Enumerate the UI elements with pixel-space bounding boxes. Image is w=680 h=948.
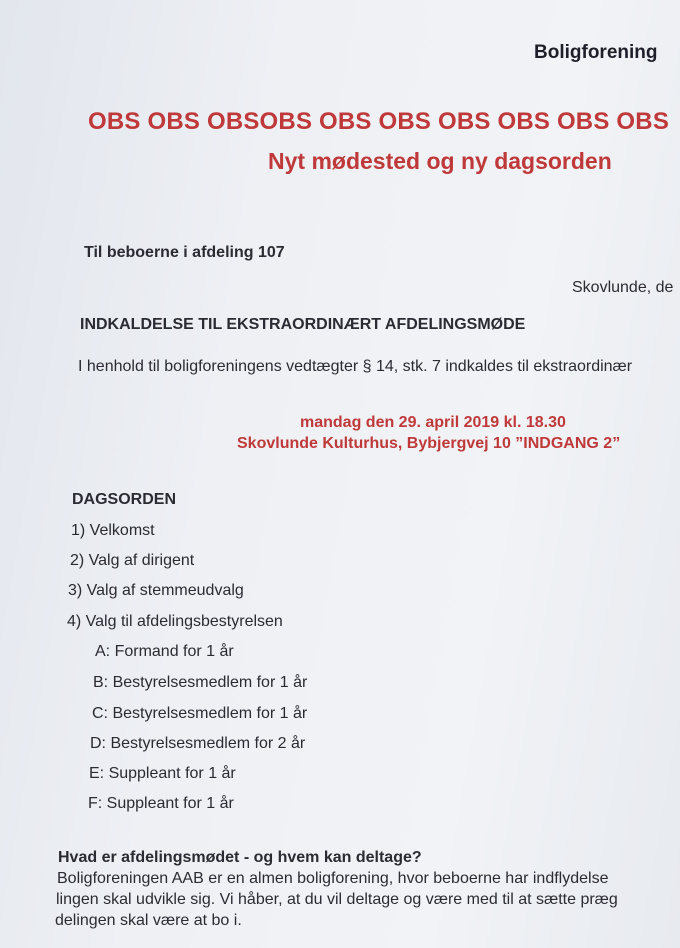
agenda-subitem: A: Formand for 1 år xyxy=(95,643,234,660)
info-line: lingen skal udvikle sig. Vi håber, at du vil deltage og være med til at sætte præg xyxy=(56,891,618,908)
agenda-item: 4) Valg til afdelingsbestyrelsen xyxy=(67,613,283,630)
meeting-venue: Skovlunde Kulturhus, Bybjergvej 10 ”INDGANG 2” xyxy=(237,435,621,452)
agenda-item: 2) Valg af dirigent xyxy=(70,552,195,569)
agenda-item: 1) Velkomst xyxy=(71,522,155,539)
agenda-subitem: C: Bestyrelsesmedlem for 1 år xyxy=(92,705,308,722)
info-line: Boligforeningen AAB er en almen boligforening, hvor beboerne har indflydelse xyxy=(57,870,609,887)
subtitle: Nyt mødested og ny dagsorden xyxy=(268,148,612,174)
recipient: Til beboerne i afdeling 107 xyxy=(84,244,285,261)
agenda-item: 3) Valg af stemmeudvalg xyxy=(68,582,244,599)
agenda-title: DAGSORDEN xyxy=(72,491,177,508)
agenda-subitem: F: Suppleant for 1 år xyxy=(88,795,234,812)
info-line: delingen skal være at bo i. xyxy=(55,912,242,929)
place-date: Skovlunde, de xyxy=(572,279,674,296)
intro-text: I henhold til boligforeningens vedtægter § 14, stk. 7 indkaldes til ekstraordinær xyxy=(78,358,633,375)
info-question: Hvad er afdelingsmødet - og hvem kan deltage? xyxy=(58,849,422,866)
agenda-subitem: B: Bestyrelsesmedlem for 1 år xyxy=(93,674,308,691)
agenda-subitem: E: Suppleant for 1 år xyxy=(89,765,236,782)
obs-banner: OBS OBS OBSOBS OBS OBS OBS OBS OBS OBS xyxy=(88,108,670,135)
meeting-date: mandag den 29. april 2019 kl. 18.30 xyxy=(300,414,566,431)
letter-title: INDKALDELSE TIL EKSTRAORDINÆRT AFDELINGSMØDE xyxy=(80,316,526,333)
agenda-subitem: D: Bestyrelsesmedlem for 2 år xyxy=(90,735,306,752)
organization-name: Boligforening xyxy=(534,42,658,63)
